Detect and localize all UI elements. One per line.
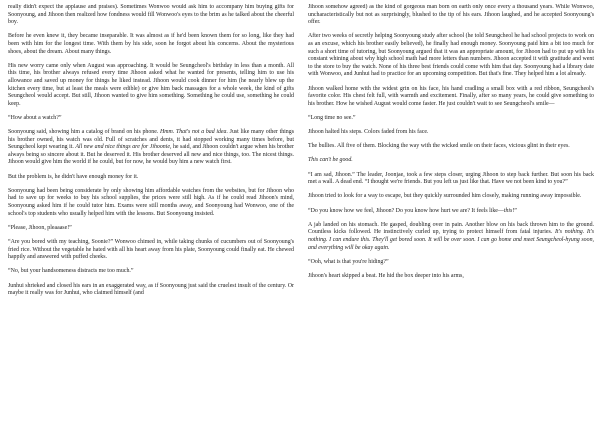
italic-span: It's nothing. It's nothing. I can endure this. They'll get bored soon. It will be over soon. I can go home and meet Seungcheol-hyung soon, and everything will be okay again. (308, 229, 594, 251)
text-span: Jihoon walked home with the widest grin on his face, his hand cradling a small box with a red ribbon, Seungcheol's favorite color. His chest felt full, with warmth and excitement. Finally, after so many years, he could give something to his brother. How he wished August would come faster. He just couldn't wait to see Seungcheol's smile— (308, 85, 594, 107)
text-span: Soonyoung had been being considerate by only showing him affordable watches from the websites, but for Jihoon who had to save up for weeks to buy his school supplies, the prices were still high. As if he could read Jihoon's mind, Soonyoung asked him if he could tutor him. Exams were still months away, and Soonyoung had Wonwoo, one of the school's top students who usually helped him with the lessons. But Soonyoung insisted. (8, 187, 294, 217)
paragraph (308, 4, 594, 27)
text-span: Jihoon's heart skipped a beat. He hid the box deeper into his arms, (308, 272, 464, 279)
text-span: !” (512, 207, 517, 214)
paragraph (308, 143, 594, 151)
text-span: “I am sad, Jihoon.” The leader, Joonjae, took a few steps closer, urging Jihoon to step back further. But soon his back met a wall. A dead end. “I thought we're friends. But you left us just like that. Have we not been kind to you?” (308, 171, 594, 186)
paragraph (8, 115, 294, 123)
text-span: “Are you bored with my teaching, Soonie?” Wonwoo chimed in, while taking chunks of cucumbers out of Soonyoung's fried rice. Without the vegetable he hated with all his heart away from his plate, Soonyoung could finally eat. He chewed happily and answered with puffed cheeks. (8, 239, 294, 261)
right-column (308, 4, 594, 425)
paragraph (8, 268, 294, 276)
text-span: “Long time no see.” (308, 114, 356, 121)
paragraph (308, 157, 594, 165)
text-span: A jab landed on his stomach. He gasped, doubling over in pain. Another blow on his back thrown him to the ground. Countless kicks followed. He instinctively curled up, trying to protect himself from fatal injuries. (308, 221, 594, 236)
text-span: The bullies. All five of them. Blocking the way with the wicked smile on their faces, vicious glint in their eyes. (308, 143, 570, 150)
italic-span: Hmm. That's not a bad idea. (160, 129, 228, 136)
italic-span: this (503, 207, 513, 214)
paragraph (308, 33, 594, 79)
paragraph (8, 129, 294, 167)
paragraph (308, 222, 594, 252)
text-span: Before he even knew it, they became inseparable. It was almost as if he'd been known them for so long, like they had been with him for the longest time. With them by his side, soon he forgot about his concerns. About the mysterious shoes, about the dream. About many things. (8, 33, 294, 55)
paragraph (308, 115, 594, 123)
paragraph (8, 188, 294, 218)
text-span: After two weeks of secretly helping Soonyoung study after school (he told Seungcheol he had school projects to work on as an excuse, which his brother easily believed), he finally had enough money. Soonyoung paid him a bit too much for such a short time of tutoring, but Soonyoung argued that it was an appropriate amount, for Jihoon had to put up with his constant whining about why high school math had more letters than numbers. Jihoon accepted it with gratitude and went to the store to buy the watch. None of his three best friends could come with him that day. Soonyoung had a library date with Wonwoo, and Junhui had to practice for an upcoming competition. But that's fine. They helped him a lot already. (308, 33, 594, 78)
text-span: His new worry came only when August was approaching. It would be Seungcheol's birthday in less than a month. All this time, his brother always refused every time Jihoon asked what he wanted for presents, telling him to use his allowance and saved up money for things he liked instead. Jihoon would cook dinner for him (he nearly blew up the kitchen every time, but at least the meals were edible) or give him back massages for a whole week, the kind of gifts Seungcheol would accept. But still, Jihoon wanted to give him something. Something he could use, something he could keep. (8, 62, 294, 107)
paragraph (308, 273, 594, 281)
paragraph (308, 129, 594, 137)
text-span: really didn't expect the applause and praises). Sometimes Wonwoo would ask him to accompany him buying gifts for Soonyoung, and Jihoon then realized how fondness would fill Wonwoo's eyes to the brim as he talked about the cheerful boy. (8, 4, 294, 26)
left-column (8, 4, 294, 425)
text-span: “Do you know how we feel, Jihoon? Do you know how hurt we are? It feels like— (308, 207, 504, 214)
paragraph (8, 174, 294, 182)
italic-span: This can't be good. (308, 157, 353, 164)
paragraph (8, 239, 294, 262)
paragraph (8, 4, 294, 27)
text-span: Soonyoung said, showing him a catalog of brand on his phone. (8, 129, 161, 136)
paragraph (8, 283, 294, 298)
paragraph (308, 193, 594, 201)
paragraph (308, 208, 594, 216)
paragraph (8, 33, 294, 56)
text-span: But the problem is, he didn't have enough money for it. (8, 173, 139, 180)
text-span: Jihoon tried to look for a way to escape, but they quickly surrounded him closely, making running away impossible. (308, 193, 582, 200)
paragraph (8, 63, 294, 109)
paragraph (308, 86, 594, 109)
text-span: “How about a watch?” (8, 114, 62, 121)
text-span: Junhui shrieked and closed his ears in an exaggerated way, as if Soonyoung just said the cruelest insult of the century. Or maybe it really was for Junhui, who claimed himself (and (8, 282, 294, 297)
italic-span: All new and nice things are for Jihoonie (75, 144, 170, 151)
text-span: “Ooh, what is that you're hiding?” (308, 258, 389, 265)
text-span: “No, but your handsomeness distracts me too much.” (8, 268, 134, 275)
paragraph (308, 259, 594, 267)
text-span: “Please, Jihoon, pleaaase!” (8, 224, 72, 231)
paragraph (8, 225, 294, 233)
text-span: Just like many other things his brother owned, his watch was old. Full of scratches and dents, it had stopped working many times before, but Seungcheol kept wearing it. (8, 129, 294, 151)
paragraph (308, 172, 594, 187)
text-span: Jihoon somehow agreed) as the kind of gorgeous man born on earth only once every a thousand years. While Wonwoo, uncharacteristically but not as surprisingly, blushed to the tip of his ears. Jihoon laughed, and he accepted Soonyoung's offer. (308, 4, 594, 26)
text-span: , he said, and Jihoon couldn't argue when his brother always being so sincere about it. But he deserved it. His brother deserved all new and nice things, too. The nicest things. Jihoon would give him the world if he could, but for now, he would buy him a new watch first. (8, 144, 294, 166)
text-span: Jihoon halted his steps. Colors faded from his face. (308, 129, 429, 136)
